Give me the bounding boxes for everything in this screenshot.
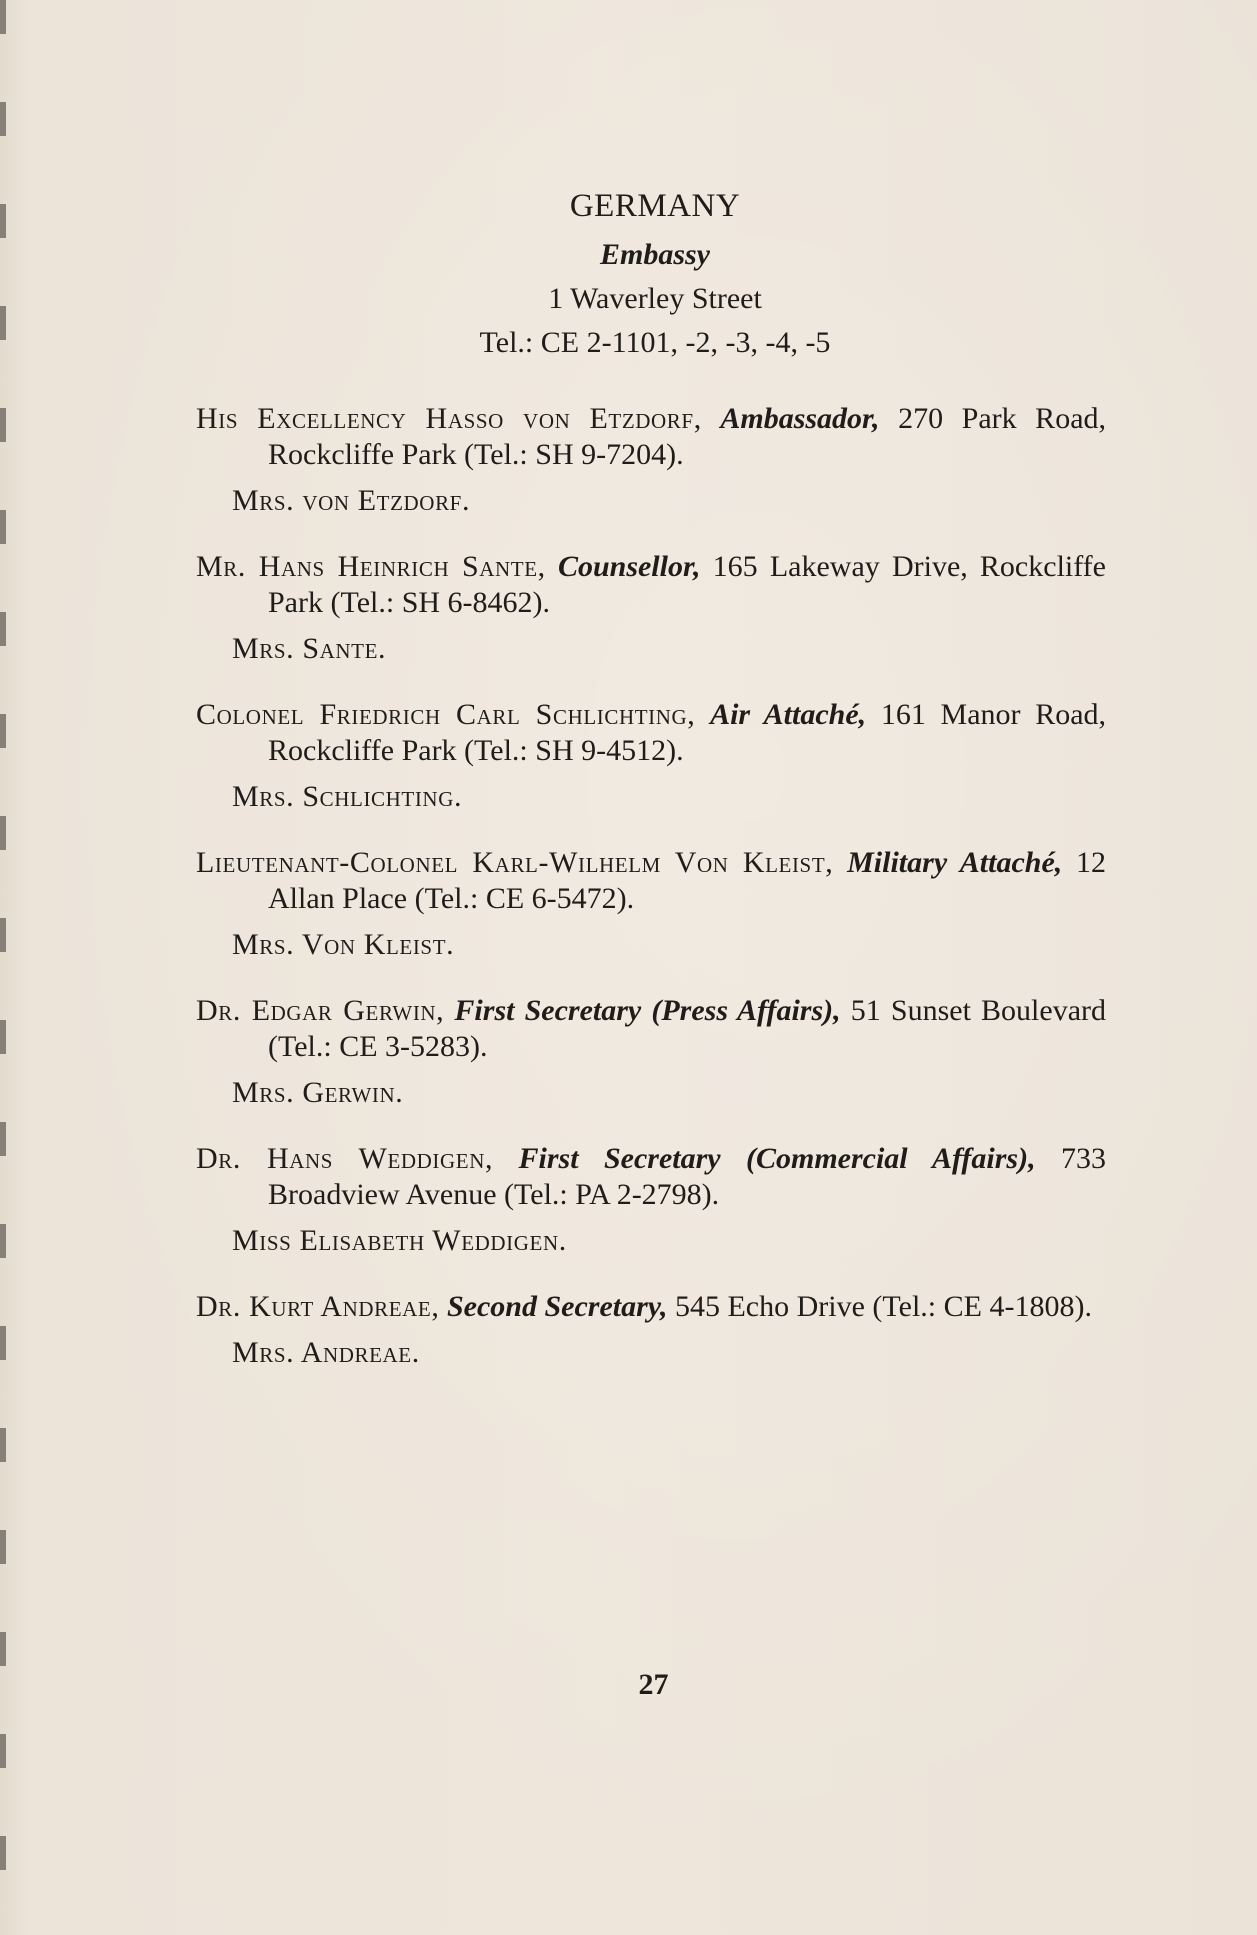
- staff-address: 733 Broadview Avenue (Tel.: PA 2-2798).: [268, 1142, 1106, 1211]
- staff-spouse: Miss Elisabeth Weddigen.: [232, 1224, 567, 1257]
- staff-name: Mr. Hans Heinrich Sante,: [196, 550, 546, 583]
- staff-entry-main: [196, 993, 1106, 1065]
- staff-title: Air Attaché,: [710, 698, 867, 731]
- staff-entry-main: [196, 845, 1106, 917]
- spiral-binding: [0, 0, 6, 1935]
- staff-spouse: Mrs. Gerwin.: [232, 1076, 404, 1109]
- staff-entry-main: [196, 1141, 1106, 1213]
- staff-title: Second Secretary,: [446, 1290, 668, 1323]
- staff-entry: [196, 697, 1106, 815]
- embassy-telephone: Tel.: CE 2-1101, -2, -3, -4, -5: [479, 326, 831, 359]
- staff-name: Dr. Kurt Andreae,: [196, 1290, 440, 1323]
- staff-entry: [196, 401, 1106, 519]
- staff-name: Colonel Friedrich Carl Schlichting,: [196, 698, 696, 731]
- staff-entry: [196, 845, 1106, 963]
- staff-spouse: Mrs. Andreae.: [232, 1336, 420, 1369]
- staff-address: 165 Lakeway Drive, Rockcliffe Park (Tel.: SH 6-8462).: [268, 550, 1106, 619]
- staff-name: Dr. Hans Weddigen,: [196, 1142, 494, 1175]
- staff-spouse: Mrs. Schlichting.: [232, 780, 463, 813]
- staff-name: His Excellency Hasso von Etzdorf,: [196, 402, 702, 435]
- directory-content: [196, 188, 1106, 1401]
- staff-title: Military Attaché,: [847, 846, 1063, 879]
- staff-name: Lieutenant-Colonel Karl-Wilhelm Von Kleist,: [196, 846, 834, 879]
- page-number: 27: [638, 1668, 669, 1701]
- staff-title: First Secretary (Commercial Affairs),: [518, 1142, 1036, 1175]
- staff-spouse: Mrs. Von Kleist.: [232, 928, 455, 961]
- staff-entry: [196, 1141, 1106, 1259]
- staff-entry-main: [196, 1289, 1106, 1325]
- staff-address: 51 Sunset Boulevard (Tel.: CE 3-5283).: [268, 994, 1107, 1063]
- staff-title: Ambassador,: [720, 402, 880, 435]
- embassy-address: 1 Waverley Street: [548, 282, 762, 315]
- country-heading: GERMANY: [569, 188, 741, 224]
- staff-title: Counsellor,: [557, 550, 701, 583]
- staff-address: 270 Park Road, Rockcliffe Park (Tel.: SH 9-7204).: [268, 402, 1107, 471]
- staff-entry: [196, 1289, 1106, 1371]
- staff-address: 161 Manor Road, Rockcliffe Park (Tel.: SH 9-4512).: [268, 698, 1107, 767]
- staff-spouse: Mrs. von Etzdorf.: [232, 484, 471, 517]
- staff-address: 12 Allan Place (Tel.: CE 6-5472).: [268, 846, 1107, 915]
- staff-list: [196, 401, 1106, 1371]
- staff-entry-main: [196, 697, 1106, 769]
- staff-entry: [196, 549, 1106, 667]
- staff-spouse: Mrs. Sante.: [232, 632, 387, 665]
- staff-name: Dr. Edgar Gerwin,: [196, 994, 445, 1027]
- staff-entry-main: [196, 549, 1106, 621]
- section-subtitle: Embassy: [599, 238, 710, 271]
- staff-entry: [196, 993, 1106, 1111]
- staff-title: First Secretary (Press Affairs),: [454, 994, 841, 1027]
- staff-address: 545 Echo Drive (Tel.: CE 4-1808).: [674, 1290, 1092, 1323]
- staff-entry-main: [196, 401, 1106, 473]
